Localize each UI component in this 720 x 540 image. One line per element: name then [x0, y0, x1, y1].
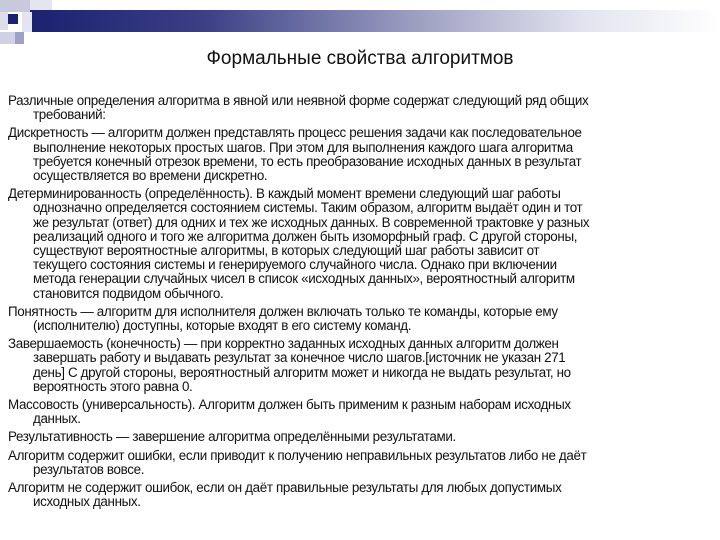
- text-line: существуют вероятностные алгоритмы, в которых следующий шаг работы зависит от: [33, 243, 540, 259]
- text-line: реализаций одного и того же алгоритма должен быть изоморфный граф. С другой стороны,: [33, 228, 578, 244]
- text-line: завершать работу и выдавать результат за конечное число шагов.[источник не указан 271: [33, 350, 566, 366]
- text-line: Понятность — алгоритм для исполнителя должен включать только те команды, которые ему: [8, 303, 558, 319]
- text-line: однозначно определяется состоянием системы. Таким образом, алгоритм выдаёт один и тот: [33, 200, 583, 216]
- text-line: Алгоритм содержит ошибки, если приводит к получению неправильных результатов либо не даёт: [8, 447, 587, 463]
- text-line: выполнение некоторых простых шагов. При этом для выполнения каждого шага алгоритма: [33, 139, 573, 155]
- text-line: Различные определения алгоритма в явной или неявной форме содержат следующий ряд общих: [8, 93, 589, 108]
- text-line: день] С другой стороны, вероятностный алгоритм может и никогда не выдать результат, но: [33, 364, 571, 380]
- text-line: Детерминированность (определённость). В каждый момент времени следующий шаг работы: [8, 186, 561, 202]
- text-line: (исполнителю) доступны, которые входят в его систему команд.: [33, 318, 412, 334]
- text-line: текущего состояния системы и генерируемого случайного числа. Однако при включении: [33, 257, 557, 273]
- deco-square: [8, 14, 18, 24]
- paragraph: [8, 126, 720, 183]
- text-line: Массовость (универсальность). Алгоритм должен быть применим к разным наборам исходных: [8, 397, 571, 413]
- text-line: осуществляется во времени дискретно.: [33, 168, 268, 184]
- deco-square: [0, 32, 15, 44]
- text-line: данных.: [33, 411, 81, 427]
- paragraph: [8, 449, 720, 477]
- text-line: результатов вовсе.: [33, 461, 145, 477]
- text-line: же результат (ответ) для одних и тех же исходных данных. В современной трактовке у разных: [33, 214, 590, 230]
- text-line: Завершаемость (конечность) — при корректно заданных исходных данных алгоритм должен: [8, 336, 559, 352]
- paragraph: [8, 94, 720, 122]
- paragraph: [8, 337, 720, 394]
- paragraph: [8, 305, 720, 333]
- paragraph: [8, 481, 720, 509]
- text-line: требований:: [33, 107, 106, 123]
- deco-square: [0, 0, 30, 12]
- slide-title: Формальные свойства алгоритмов: [206, 48, 514, 69]
- deco-square: [15, 32, 24, 44]
- text-line: требуется конечный отрезок времени, то есть преобразование исходных данных в результат: [33, 153, 582, 169]
- text-line: Дискретность — алгоритм должен представлять процесс решения задачи как последовательное: [8, 125, 582, 141]
- text-line: метода генерации случайных чисел в список «исходных данных», вероятностный алгоритм: [33, 271, 575, 287]
- text-line: Результативность — завершение алгоритма определёнными результатами.: [8, 429, 456, 445]
- deco-square: [30, 0, 52, 10]
- text-line: исходных данных.: [33, 494, 141, 510]
- paragraph: [8, 187, 720, 301]
- deco-square: [0, 12, 8, 30]
- paragraph: [8, 430, 720, 444]
- text-line: Алгоритм не содержит ошибок, если он даёт правильные результаты для любых допустимых: [8, 480, 562, 496]
- slide-body: [8, 94, 720, 513]
- gradient-bar: [30, 10, 720, 32]
- text-line: становится подвидом обычного.: [33, 285, 224, 301]
- paragraph: [8, 398, 720, 426]
- text-line: вероятность этого равна 0.: [33, 378, 193, 394]
- deco-square: [22, 12, 32, 32]
